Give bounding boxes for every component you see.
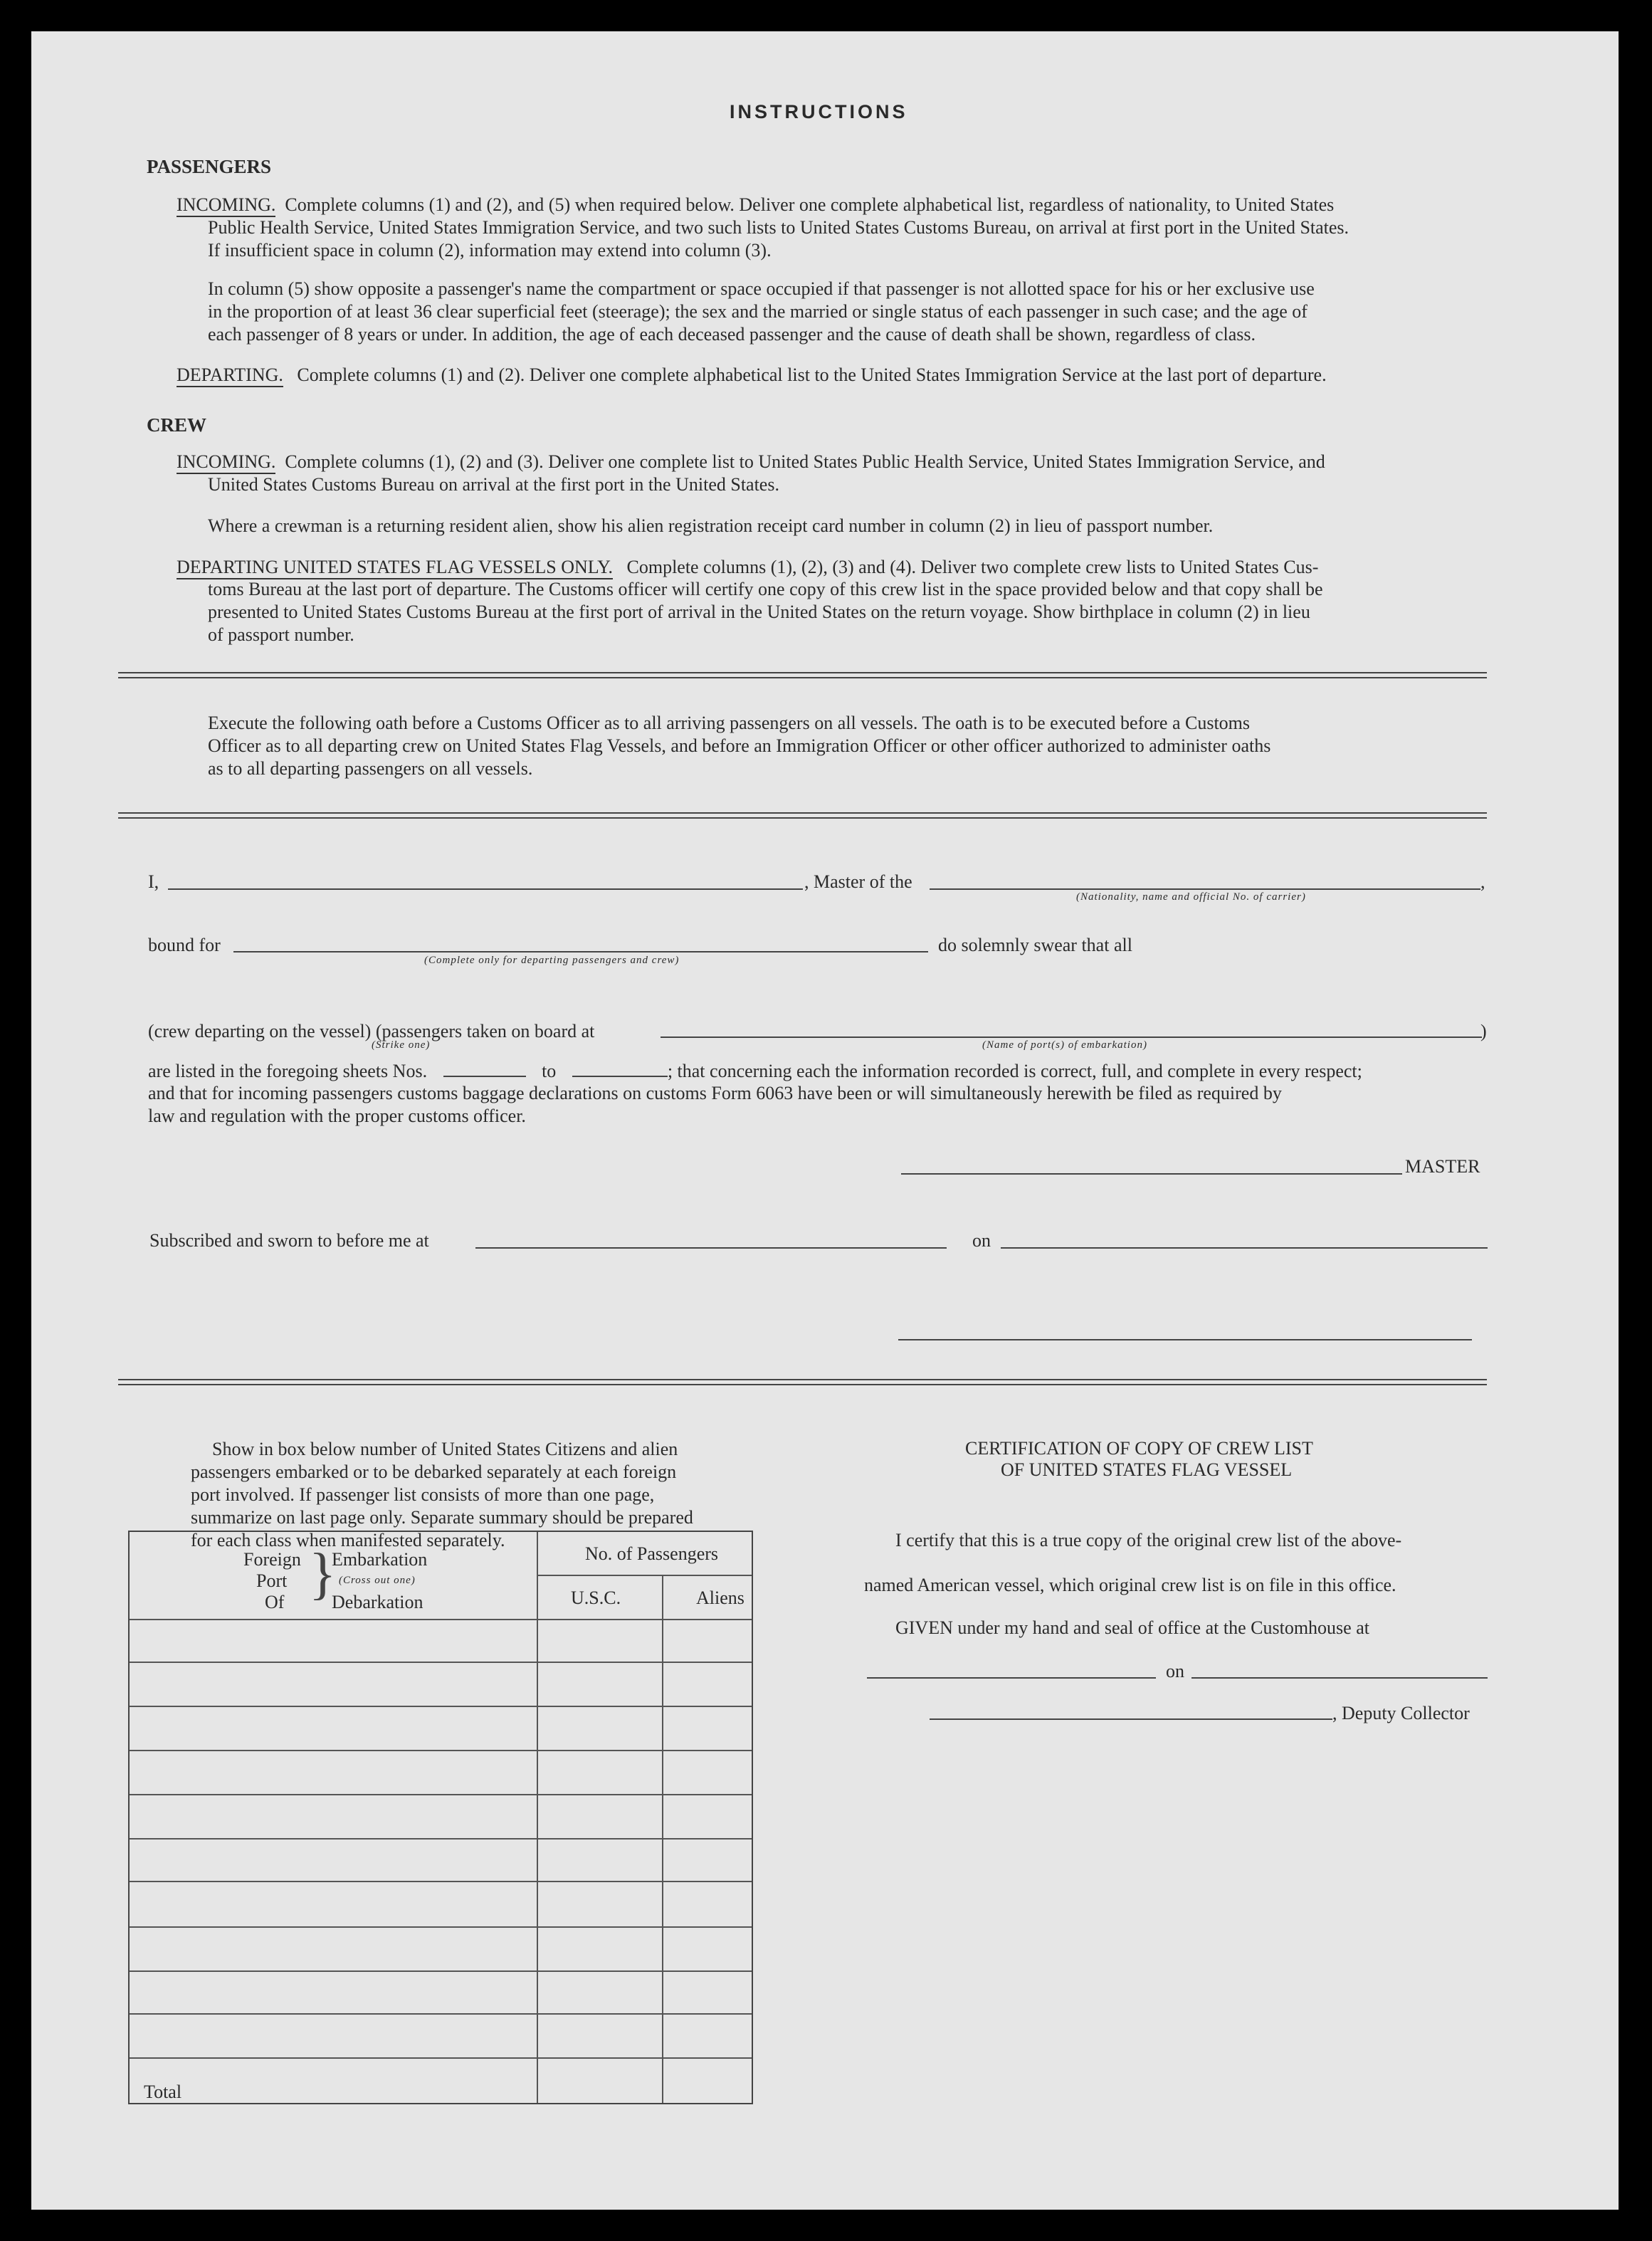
table-total: Total — [144, 2082, 182, 2102]
sheet-to-field[interactable] — [572, 1061, 668, 1077]
passengers-incoming-line-2: Public Health Service, United States Immigration Service, and two such lists to United States Customs Bureau, on arrival at first port in the United States. — [208, 217, 1350, 238]
customhouse-field[interactable] — [867, 1677, 1156, 1679]
table-debarkation[interactable]: Debarkation — [332, 1592, 423, 1612]
carrier-caption: (Nationality, name and official No. of carrier) — [1076, 891, 1306, 903]
cert-line-1: I certify that this is a true copy of the original crew list of the above- — [895, 1530, 1402, 1550]
table-row-line — [130, 1619, 752, 1620]
cert-line-3: GIVEN under my hand and seal of office at the Customhouse at — [895, 1617, 1369, 1638]
crew-passengers-option[interactable]: (crew departing on the vessel) (passengers taken on board at — [148, 1021, 595, 1041]
sworn-on-label: on — [972, 1230, 991, 1251]
strike-one-caption: (Strike one) — [372, 1039, 431, 1051]
page-title: INSTRUCTIONS — [730, 101, 908, 122]
column5-line-3: each passenger of 8 years or under. In addition, the age of each deceased passenger and the cause of death shall be shown, regardless of class. — [208, 324, 1256, 345]
table-row-line — [130, 1706, 752, 1707]
oath-intro-line-1: Execute the following oath before a Customs Officer as to all arriving passengers on all vessels. The oath is to be executed before a Customs — [208, 713, 1251, 733]
crew-incoming — [177, 450, 1325, 473]
sworn-place-field[interactable] — [475, 1247, 947, 1249]
table-row-line — [130, 1750, 752, 1751]
oath-intro-line-3: as to all departing passengers on all vessels. — [208, 758, 533, 779]
table-row-line — [130, 1838, 752, 1839]
crew-incoming-line-1: Complete columns (1), (2) and (3). Deliver one complete list to United States Public Health Service, United States Immigration Service, and — [285, 451, 1325, 472]
passengers-departing — [177, 363, 1327, 387]
bound-for-caption: (Complete only for departing passengers and crew) — [424, 955, 680, 966]
listed-prefix: are listed in the foregoing sheets Nos. — [148, 1061, 428, 1081]
col-divider-port — [537, 1532, 538, 2103]
crew-departing — [177, 555, 1318, 579]
bound-for-field[interactable] — [233, 951, 928, 952]
oath-intro — [208, 712, 1424, 780]
oath-line-2: and that for incoming passengers customs baggage declarations on customs Form 6063 have been or will simultaneously herewith be filed as required by — [148, 1083, 1282, 1103]
table-aliens: Aliens — [696, 1587, 745, 1608]
table-row-line — [130, 2013, 752, 2015]
table-row-line — [130, 1881, 752, 1882]
sheet-from-field[interactable] — [443, 1061, 526, 1077]
table-of: Of — [265, 1592, 285, 1612]
passengers-incoming-label: INCOMING. — [177, 194, 275, 217]
table-row-line — [130, 1662, 752, 1663]
master-of-the-label: , Master of the — [804, 871, 912, 892]
table-foreign: Foreign — [243, 1549, 301, 1570]
divider-1 — [118, 672, 1487, 678]
passenger-summary-table — [128, 1531, 753, 2104]
summary-line-3: port involved. If passenger list consists of more than one page, — [191, 1484, 655, 1505]
summary-line-5: for each class when manifested separately. — [191, 1530, 505, 1550]
embarkation-caption: (Name of port(s) of embarkation) — [982, 1039, 1147, 1051]
listed-line — [148, 1059, 1362, 1083]
deputy-collector-label: , Deputy Collector — [1332, 1703, 1470, 1723]
divider-3 — [118, 1379, 1487, 1385]
crew-resident-alien: Where a crewman is a returning resident alien, show his alien registration receipt card number in column (2) in lieu of passport number. — [208, 515, 1214, 536]
header-divider-sub — [537, 1575, 752, 1576]
table-row-line — [130, 1794, 752, 1795]
table-row-line — [130, 2057, 752, 2059]
table-usc: U.S.C. — [571, 1587, 621, 1608]
carrier-field[interactable] — [930, 888, 1480, 890]
sworn-date-field[interactable] — [1001, 1247, 1488, 1249]
listed-rest: ; that concerning each the information recorded is correct, full, and complete in every respect; — [667, 1061, 1362, 1081]
crew-incoming-label: INCOMING. — [177, 451, 275, 474]
master-label: MASTER — [1405, 1156, 1480, 1177]
passengers-incoming-continued — [208, 216, 1480, 262]
oath-continuation — [148, 1082, 1488, 1128]
carrier-comma: , — [1480, 871, 1485, 892]
crew-departing-line-1: Complete columns (1), (2), (3) and (4). Deliver two complete crew lists to United States Cus- — [626, 557, 1319, 577]
master-signature-field[interactable] — [901, 1173, 1402, 1175]
crew-departing-line-4: of passport number. — [208, 624, 354, 645]
passengers-heading: PASSENGERS — [147, 156, 272, 177]
column5-line-1: In column (5) show opposite a passenger's name the compartment or space occupied if that passenger is not allotted space for his or her exclusive use — [208, 278, 1315, 299]
cert-line-2: named American vessel, which original crew list is on file in this office. — [864, 1575, 1396, 1595]
summary-line-4: summarize on last page only. Separate summary should be prepared — [191, 1507, 693, 1528]
subscribed-label: Subscribed and sworn to before me at — [149, 1230, 429, 1251]
passengers-departing-label: DEPARTING. — [177, 364, 283, 387]
brace-icon: } — [309, 1543, 337, 1605]
summary-line-2: passengers embarked or to be debarked separately at each foreign — [191, 1461, 677, 1482]
passengers-departing-text: Complete columns (1) and (2). Deliver one complete alphabetical list to the United States Immigration Service at the last port of departure. — [297, 364, 1327, 385]
crew-departing-continued — [208, 578, 1480, 646]
officer-signature-field[interactable] — [898, 1339, 1472, 1340]
divider-2 — [118, 812, 1487, 819]
deputy-signature-field[interactable] — [930, 1718, 1332, 1720]
bound-for-label: bound for — [148, 935, 221, 955]
solemnly-swear-text: do solemnly swear that all — [938, 935, 1132, 955]
table-embarkation[interactable]: Embarkation — [332, 1549, 428, 1570]
passengers-incoming-line-1: Complete columns (1) and (2), and (5) when required below. Deliver one complete alphabetical list, regardless of nationality, to United States — [285, 194, 1335, 215]
crew-departing-line-3: presented to United States Customs Bureau at the first port of arrival in the United States on the return voyage. Show birthplace in column (2) in lieu — [208, 602, 1310, 622]
crew-incoming-line-2: United States Customs Bureau on arrival at the first port in the United States. — [208, 474, 779, 495]
crew-departing-label: DEPARTING UNITED STATES FLAG VESSELS ONLY. — [177, 557, 613, 579]
master-name-field[interactable] — [168, 888, 803, 890]
oath-intro-line-2: Officer as to all departing crew on United States Flag Vessels, and before an Immigration Officer or other officer authorized to administer oaths — [208, 735, 1271, 756]
oath-i-label: I, — [148, 871, 159, 892]
cert-date-field[interactable] — [1191, 1677, 1488, 1679]
crew-heading: CREW — [147, 414, 207, 436]
column5-paragraph — [208, 278, 1480, 346]
embarkation-close-paren: ) — [1480, 1021, 1487, 1041]
passengers-incoming-block — [177, 194, 1480, 216]
table-port: Port — [256, 1570, 288, 1591]
table-row-line — [130, 1926, 752, 1928]
cert-on-label: on — [1166, 1661, 1184, 1681]
listed-to: to — [542, 1061, 557, 1081]
cert-title-1: CERTIFICATION OF COPY OF CREW LIST — [965, 1438, 1313, 1459]
table-cross-out: (Cross out one) — [339, 1575, 416, 1586]
embarkation-port-field[interactable] — [661, 1036, 1482, 1038]
cert-title-2: OF UNITED STATES FLAG VESSEL — [1001, 1459, 1293, 1480]
oath-line-3: law and regulation with the proper customs officer. — [148, 1106, 526, 1126]
column5-line-2: in the proportion of at least 36 clear superficial feet (steerage); the sex and the married or single status of each passenger in such case; and the age of — [208, 301, 1308, 322]
summary-line-1: Show in box below number of United States Citizens and alien — [212, 1439, 678, 1459]
table-no-passengers: No. of Passengers — [585, 1543, 719, 1564]
table-row-line — [130, 1970, 752, 1972]
crew-departing-line-2: toms Bureau at the last port of departure. The Customs officer will certify one copy of this crew list in the space provided below and that copy shall be — [208, 579, 1323, 599]
passengers-incoming-line-3: If insufficient space in column (2), information may extend into column (3). — [208, 240, 772, 261]
